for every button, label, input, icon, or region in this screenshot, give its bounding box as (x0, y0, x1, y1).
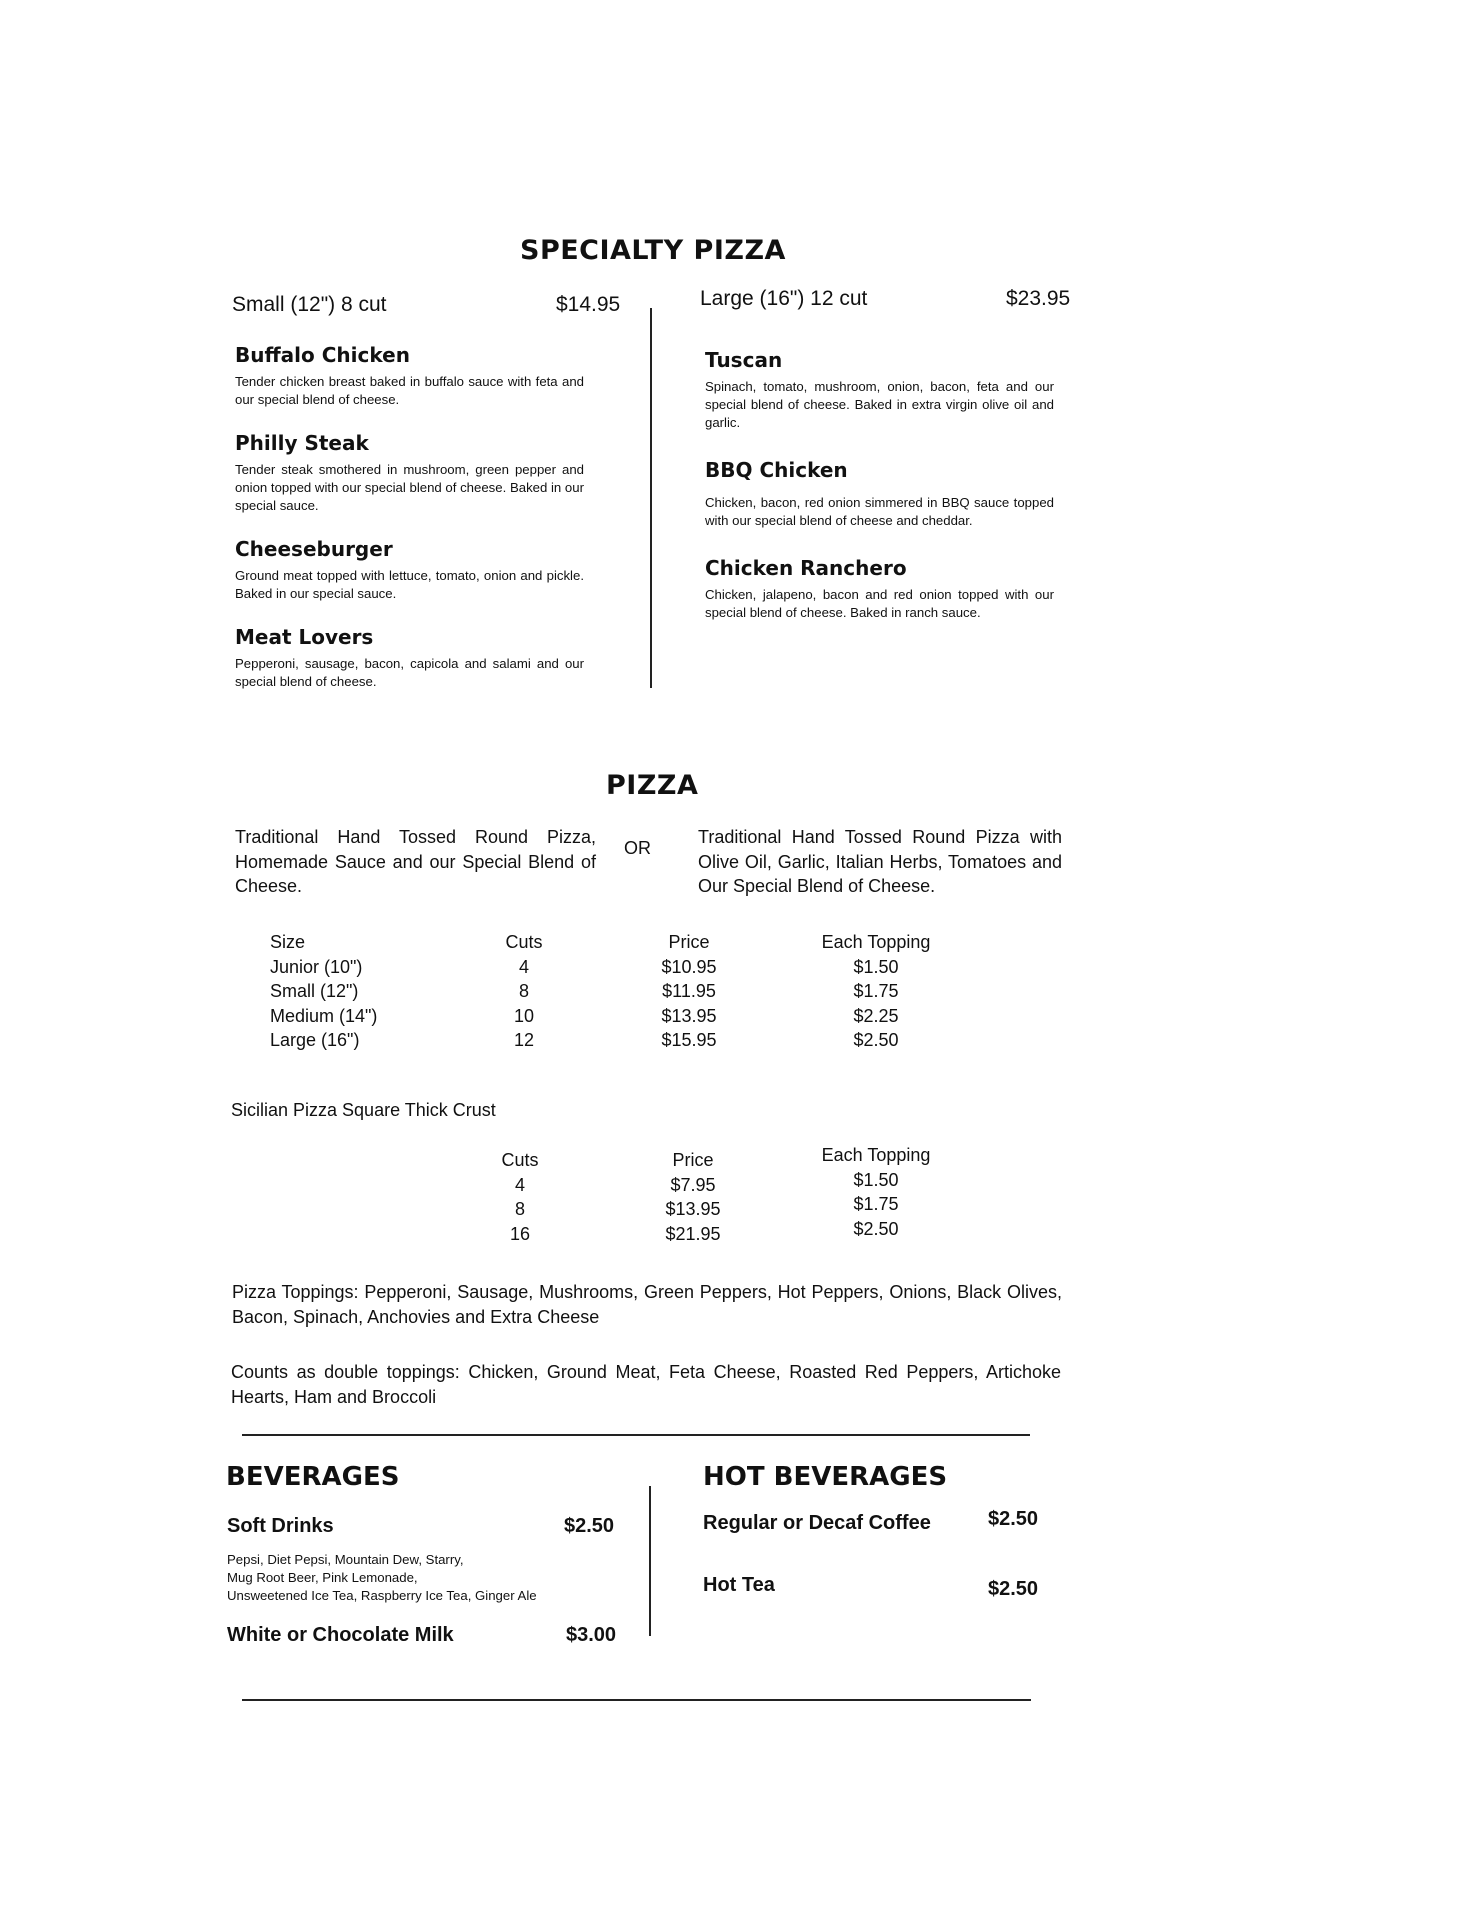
sicilian-price-table (0, 1145, 1484, 1260)
menu-item (705, 458, 1054, 530)
col-topping-header: Each Topping (821, 932, 931, 952)
table-row (0, 1194, 1484, 1223)
cell-price: $13.95 (661, 1005, 717, 1026)
large-price: $23.95 (1006, 287, 1071, 310)
table-row (0, 1030, 1484, 1054)
pizza-title: PIZZA (606, 770, 699, 801)
cell-cuts: 8 (514, 1199, 526, 1219)
table-row (0, 981, 1484, 1005)
cell-price: $7.95 (670, 1174, 716, 1195)
soft-drinks-name: Soft Drinks (227, 1515, 334, 1537)
cell-cuts: 4 (518, 956, 530, 977)
item-description: Ground meat topped with lettuce, tomato, onion and pickle. Baked in our special sauce. (235, 568, 584, 601)
pizza-right-intro: Traditional Hand Tossed Round Pizza with Olive Oil, Garlic, Italian Herbs, Tomatoes and Our Special Blend of Cheese. (698, 827, 1062, 896)
sicilian-title: Sicilian Pizza Square Thick Crust (231, 1100, 496, 1120)
table-header-row (0, 932, 1484, 956)
or-label: OR (624, 838, 651, 858)
menu-item (705, 348, 1054, 432)
soft-drinks-desc-line: Pepsi, Diet Pepsi, Mountain Dew, Starry, (227, 1552, 464, 1567)
milk-price: $3.00 (566, 1624, 617, 1646)
section-divider-top (242, 1434, 1030, 1436)
cell-cuts: 10 (513, 1005, 535, 1026)
table-row (0, 1218, 1484, 1248)
specialty-left-list (235, 343, 584, 713)
cell-price: $10.95 (661, 956, 717, 977)
milk-name: White or Chocolate Milk (227, 1624, 454, 1646)
small-size-label: Small (12") 8 cut (232, 293, 387, 316)
large-size-label: Large (16") 12 cut (700, 287, 868, 310)
item-name: Meat Lovers (235, 625, 374, 649)
cell-topping: $1.50 (853, 956, 899, 977)
item-name: Philly Steak (235, 431, 369, 455)
specialty-right-list (705, 348, 1054, 644)
item-description: Tender chicken breast baked in buffalo sauce with feta and our special blend of cheese. (235, 374, 584, 407)
col-cuts-header: Cuts (501, 1150, 539, 1170)
cell-topping: $2.50 (853, 1218, 899, 1239)
table-row (0, 957, 1484, 981)
section-divider-bottom (242, 1699, 1031, 1701)
menu-item (235, 431, 584, 515)
menu-item (235, 537, 584, 603)
item-description: Tender steak smothered in mushroom, green pepper and onion topped with our special blend of cheese. Baked in our special sauce. (235, 462, 584, 513)
double-toppings-text: Counts as double toppings: Chicken, Ground Meat, Feta Cheese, Roasted Red Peppers, Artichoke Hearts, Ham and Broccoli (231, 1362, 1061, 1407)
item-name: Cheeseburger (235, 537, 393, 561)
menu-item (705, 556, 1054, 622)
cell-price: $13.95 (665, 1199, 721, 1219)
cell-size: Small (12") (270, 981, 359, 1001)
cell-size: Junior (10") (270, 956, 363, 977)
cell-topping: $2.25 (853, 1005, 899, 1026)
item-description: Chicken, bacon, red onion simmered in BBQ sauce topped with our special blend of cheese and cheddar. (705, 495, 1054, 528)
item-name: Buffalo Chicken (235, 343, 410, 367)
item-description: Chicken, jalapeno, bacon and red onion topped with our special blend of cheese. Baked in ranch sauce. (705, 587, 1054, 620)
item-name: Tuscan (705, 348, 783, 372)
pizza-left-intro: Traditional Hand Tossed Round Pizza, Homemade Sauce and our Special Blend of Cheese. (235, 827, 596, 896)
item-description: Pepperoni, sausage, bacon, capicola and salami and our special blend of cheese. (235, 656, 584, 689)
cell-price: $21.95 (665, 1223, 721, 1244)
cell-topping: $2.50 (853, 1030, 899, 1050)
table-row (0, 1169, 1484, 1199)
soft-drinks-description (227, 1551, 587, 1605)
tea-price: $2.50 (988, 1578, 1039, 1600)
cell-cuts: 8 (518, 981, 530, 1001)
pizza-toppings-text: Pizza Toppings: Pepperoni, Sausage, Mushrooms, Green Peppers, Hot Peppers, Onions, Black Olives, Bacon, Spinach, Anchovies and Extra Cheese (232, 1282, 1062, 1327)
cell-cuts: 16 (509, 1223, 531, 1244)
menu-item (235, 625, 584, 691)
coffee-name: Regular or Decaf Coffee (703, 1512, 931, 1534)
specialty-title: SPECIALTY PIZZA (520, 235, 786, 266)
item-description: Spinach, tomato, mushroom, onion, bacon, feta and our special blend of cheese. Baked in extra virgin olive oil and garlic. (705, 379, 1054, 430)
beverages-divider (649, 1486, 651, 1636)
cell-price: $11.95 (662, 981, 716, 1001)
col-price-header: Price (668, 932, 710, 952)
specialty-divider (650, 308, 652, 688)
soft-drinks-desc-line: Unsweetened Ice Tea, Raspberry Ice Tea, Ginger Ale (227, 1588, 537, 1603)
small-price: $14.95 (556, 293, 621, 316)
col-price-header: Price (672, 1150, 714, 1170)
cell-topping: $1.75 (853, 1194, 899, 1214)
table-row (0, 1006, 1484, 1030)
item-name: Chicken Ranchero (705, 556, 907, 580)
cell-cuts: 4 (514, 1174, 526, 1195)
menu-item (235, 343, 584, 409)
pizza-price-table (0, 932, 1484, 1062)
cell-size: Medium (14") (270, 1005, 378, 1026)
cell-topping: $1.50 (853, 1169, 899, 1190)
tea-name: Hot Tea (703, 1574, 775, 1596)
col-cuts-header: Cuts (505, 932, 543, 952)
item-name: BBQ Chicken (705, 458, 848, 482)
coffee-price: $2.50 (988, 1508, 1039, 1530)
cell-price: $15.95 (661, 1030, 717, 1050)
table-header-row (0, 1145, 1484, 1174)
col-size-header: Size (270, 932, 306, 952)
beverages-title: BEVERAGES (226, 1462, 400, 1492)
soft-drinks-desc-line: Mug Root Beer, Pink Lemonade, (227, 1570, 418, 1585)
cell-topping: $1.75 (853, 981, 899, 1001)
hot-beverages-title: HOT BEVERAGES (703, 1462, 948, 1492)
col-topping-header: Each Topping (821, 1145, 931, 1165)
cell-size: Large (16") (270, 1030, 360, 1050)
cell-cuts: 12 (513, 1030, 535, 1050)
soft-drinks-price: $2.50 (564, 1515, 615, 1537)
